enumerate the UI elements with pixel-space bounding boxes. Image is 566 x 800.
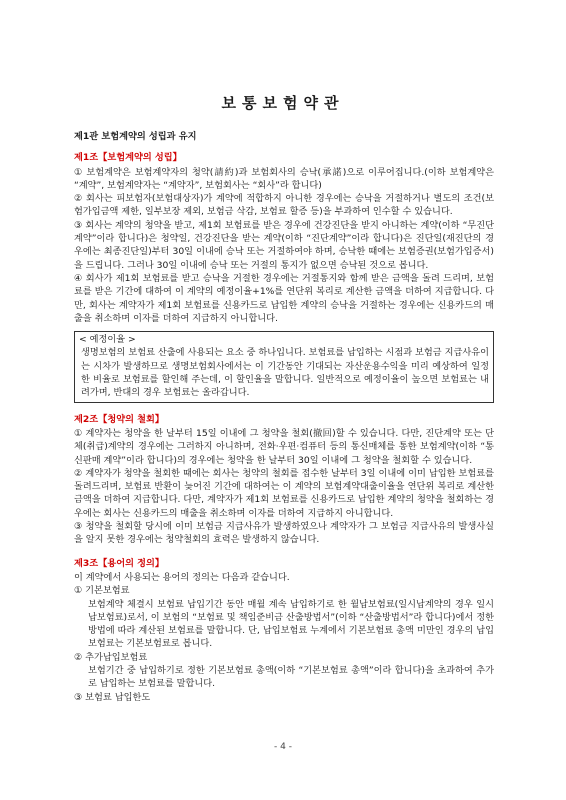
article-1-paragraph-1 xyxy=(74,166,494,193)
definition-item-label xyxy=(74,651,494,664)
clause-marker: ② xyxy=(74,467,83,479)
clause-text: 계약자는 청약을 한 날부터 15일 이내에 그 청약을 철회(撤回)할 수 있습니다. 다만, 진단계약 또는 단체(취급)계약의 경우에는 그러하지 아니하며, 전화·우편·컴퓨터 등의 통신매체를 통한 보험계약(이하 “통신판매 계약”이라 합니다)의 경우에는 청약을 한 날부터 30일 이내에 그 청약을 철회할 수 있습니다. xyxy=(74,427,494,466)
clause-marker: ① xyxy=(74,166,84,178)
chapter-heading: 제1관 보험계약의 성립과 유지 xyxy=(74,131,197,142)
article-1-heading: 제1조【보험계약의 성립】 xyxy=(74,152,182,164)
article-3-intro: 이 계약에서 사용되는 용어의 정의는 다음과 같습니다. xyxy=(74,571,290,583)
clause-text: 회사는 계약의 청약을 받고, 제1회 보험료를 받은 경우에 건강진단을 받지 아니하는 계약(이하 “무진단계약”이라 합니다)은 청약일, 건강진단을 받는 계약(이하 “진단계약”이라 합니다)은 진단일(재진단의 경우에는 최종진단일)부터 30일 이내에 승낙 또는 거절하여야 하며, 승낙한 때에는 보험증권(보험가입증서)을 드립니다. 그러나 30일 이내에 승낙 또는 거절의 통지가 없으면 승낙된 것으로 봅니다. xyxy=(74,219,494,271)
clause-marker: ② xyxy=(74,193,84,205)
article-2-heading: 제2조【청약의 철회】 xyxy=(74,413,165,425)
clause-marker: ③ xyxy=(74,521,83,533)
clause-marker: ③ xyxy=(74,691,83,703)
definition-term: 기본보험료 xyxy=(85,585,130,597)
definition-item-body: 보험계약 체결시 보험료 납입기간 동안 매월 계속 납입하기로 한 월납보험료(일시납계약의 경우 일시납보험료)로서, 이 보험의 “보험료 및 책임준비금 산출방법서”(이하 “산출방법서”라 합니다)에서 정한 방법에 따라 계산된 보험료를 말합니다. 단, 납입보험료 누계에서 기본보험료 총액 미만인 경우의 납입보험료는 기본보험료로 봅니다. xyxy=(88,598,494,650)
article-1-paragraph-4 xyxy=(74,272,494,325)
note-body: 생명보험의 보험료 산출에 사용되는 요소 중 하나입니다. 보험료를 납입하는 시점과 보험금 지급사유이 는 시차가 발생하므로 생명보험회사에서는 이 기간동안 기대되는 자산운용수익을 미리 예상하여 일정한 비율로 보험료를 할인해 주는데, 이 할인율을 말합니다. 일반적으로 예정이율이 높으면 보험료는 내려가며, 반대의 경우 보험료는 올라갑니다. xyxy=(81,347,489,399)
clause-marker: ④ xyxy=(74,272,83,284)
page-number: - 4 - xyxy=(274,742,292,752)
definition-item-body: 보험기간 중 납입하기로 정한 기본보험료 총액(이하 “기본보험료 총액”이라 합니다)을 초과하여 추가로 납입하는 보험료를 말합니다. xyxy=(88,664,494,690)
definition-term: 보험료 납입한도 xyxy=(85,691,151,703)
clause-text: 보험계약은 보험계약자의 청약(請約)과 보험회사의 승낙(承諾)으로 이루어집니다.(이하 보험계약은 “계약”, 보험계약자는 “계약자”, 보험회사는 “회사”라 합니다) xyxy=(74,166,494,191)
article-3-heading: 제3조【용어의 정의】 xyxy=(74,557,165,569)
clause-marker: ① xyxy=(74,585,83,597)
definition-item-label xyxy=(74,584,494,597)
clause-marker: ① xyxy=(74,427,83,439)
note-box-expected-rate xyxy=(74,331,494,402)
clause-text: 회사는 피보험자(보험대상자)가 계약에 적합하지 아니한 경우에는 승낙을 거절하거나 별도의 조건(보험가입금액 제한, 일부보장 제외, 보험금 삭감, 보험료 할증 등)을 부과하여 인수할 수 있습니다. xyxy=(74,193,494,218)
definition-item-label xyxy=(74,691,494,704)
clause-text: 청약을 철회할 당시에 이미 보험금 지급사유가 발생하였으나 계약자가 그 보험금 지급사유의 발생사실을 알지 못한 경우에는 청약철회의 효력은 발생하지 않습니다. xyxy=(74,521,494,546)
definition-term: 추가납입보험료 xyxy=(85,651,148,663)
document-body xyxy=(74,130,494,704)
article-1-paragraph-3 xyxy=(74,219,494,272)
clause-text: 회사가 제1회 보험료를 받고 승낙을 거절한 경우에는 거절통지와 함께 받은 금액을 돌려 드리며, 보험료를 받은 기간에 대하여 이 계약의 예정이율+1%를 연단위 복리로 계산한 금액을 더하여 지급합니다. 다만, 회사는 계약자가 제1회 보험료를 신용카드로 납입한 계약의 승낙을 거절하는 경우에는 신용카드의 매출을 취소하며 이자를 더하여 지급하지 아니합니다. xyxy=(74,272,494,324)
article-2-paragraph-3 xyxy=(74,520,494,547)
clause-text: 계약자가 청약을 철회한 때에는 회사는 청약의 철회를 접수한 날부터 3일 이내에 이미 납입한 보험료를 돌려드리며, 보험료 반환이 늦어진 기간에 대하여는 이 계약의 보험계약대출이율을 연단위 복리로 계산한 금액을 더하여 지급합니다. 다만, 계약자가 제1회 보험료를 신용카드로 납입한 계약의 청약을 철회하는 경우에는 회사는 신용카드의 매출을 취소하며 이자를 더하여 지급하지 아니합니다. xyxy=(74,467,494,519)
clause-marker: ③ xyxy=(74,219,83,231)
article-2-paragraph-2 xyxy=(74,467,494,520)
note-title: < 예정이율 > xyxy=(79,334,136,346)
clause-marker: ② xyxy=(74,651,83,663)
article-2-paragraph-1 xyxy=(74,427,494,467)
document-title: 보통보험약관 xyxy=(221,94,345,112)
article-1-paragraph-2 xyxy=(74,192,494,219)
